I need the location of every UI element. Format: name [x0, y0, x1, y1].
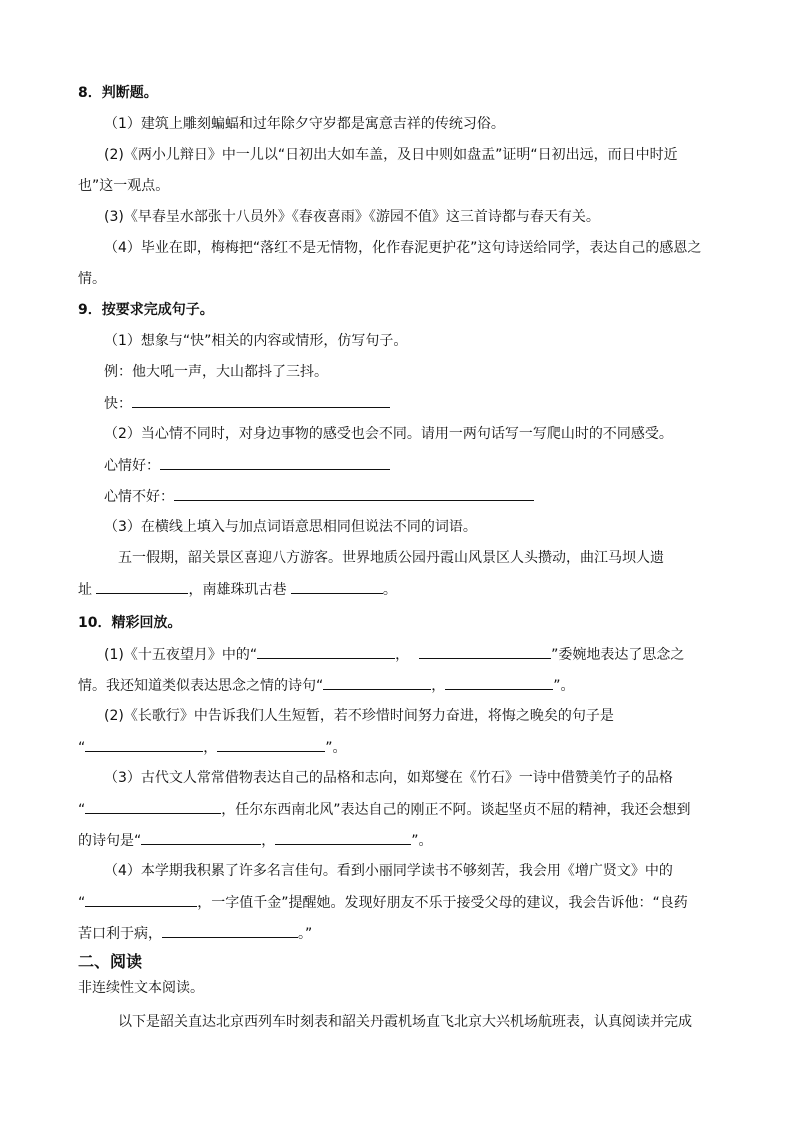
bad-mood-label: 心情不好：	[104, 489, 174, 505]
poem-blank-10[interactable]	[85, 892, 197, 907]
q9-item-3: （3）在横线上填入与加点词语意思相同但说法不同的词语。	[104, 519, 477, 535]
poem-blank-3[interactable]	[323, 675, 431, 690]
q9-item-2: （2）当心情不同时，对身边事物的感受也会不同。请用一两句话写一写爬山时的不同感受。	[104, 426, 673, 442]
comma: ，	[431, 678, 446, 694]
q9-example: 例：他大吼一声，大山都抖了三抖。	[104, 364, 328, 380]
poem-blank-1[interactable]	[257, 644, 395, 659]
q10-3-text-2: 的诗句是“	[78, 833, 142, 849]
comma: ，	[395, 647, 410, 663]
passage-text-end: 。	[382, 582, 397, 598]
q10-item-4b	[78, 892, 688, 912]
poem-blank-6[interactable]	[217, 737, 325, 752]
q10-item-2b	[78, 737, 347, 757]
q9-item-1: （1）想象与“快”相关的内容或情形，仿写句子。	[104, 333, 408, 349]
q10-4-text-2: 苦口利于病，	[78, 926, 162, 942]
passage-text-site: 址	[78, 582, 92, 598]
kuai-answer-blank[interactable]	[132, 393, 390, 408]
poem-blank-7[interactable]	[85, 799, 221, 814]
q10-item-4a: （4）本学期我积累了许多名言佳句。看到小丽同学读书不够刻苦，我会用《增广贤文》中的	[104, 863, 673, 879]
poem-blank-9[interactable]	[275, 830, 411, 845]
kuai-label: 快：	[104, 396, 132, 412]
q10-item-1a	[104, 644, 684, 664]
q8-item-2a: (2)《两小儿辩日》中一儿以“日初出大如车盖，及日中则如盘盂”证明“日初出远，而日中时近	[104, 147, 678, 163]
poem-blank-4[interactable]	[445, 675, 553, 690]
good-mood-answer-blank[interactable]	[160, 455, 390, 470]
quote-open: “	[78, 895, 86, 911]
quote-open: “	[78, 740, 86, 756]
quote-open: “	[78, 802, 86, 818]
quote-close: ”。	[411, 833, 433, 849]
q10-1-text: (1)《十五夜望月》中的“	[104, 647, 258, 663]
quote-close: ”。	[325, 740, 347, 756]
comma: ，	[261, 833, 276, 849]
quote-close: 。”	[298, 926, 313, 942]
q8-title: 8．判断题。	[78, 85, 158, 101]
q10-1-text-end: ”委婉地表达了思念之	[551, 647, 685, 663]
poem-blank-2[interactable]	[419, 644, 551, 659]
synonym-blank-2[interactable]	[291, 579, 383, 594]
q10-title: 10．精彩回放。	[78, 615, 182, 631]
q10-3-text: ，任尔东西南北风”表达自己的刚正不阿。谈起坚贞不屈的精神，我还会想到	[221, 802, 691, 818]
passage-text-nanxiong: ，南雄珠玑古巷	[188, 582, 287, 598]
q9-passage-line2	[78, 579, 397, 599]
q10-item-3a: （3）古代文人常常借物表达自己的品格和志向，如郑燮在《竹石》一诗中借赞美竹子的品格	[104, 770, 673, 786]
q10-1-text-2: 情。我还知道类似表达思念之情的诗句“	[78, 678, 324, 694]
good-mood-label: 心情好：	[104, 458, 160, 474]
section-2-heading: 二、阅读	[78, 952, 143, 971]
q8-item-4b: 情。	[78, 271, 106, 287]
q9-title: 9．按要求完成句子。	[78, 302, 214, 318]
section-2-subtitle: 非连续性文本阅读。	[78, 980, 204, 996]
q8-item-4a: （4）毕业在即，梅梅把“落红不是无情物，化作春泥更护花”这句诗送给同学，表达自己的感恩之	[104, 240, 702, 256]
section-2-intro: 以下是韶关直达北京西列车时刻表和韶关丹霞机场直飞北京大兴机场航班表，认真阅读并完成	[118, 1014, 692, 1030]
q8-item-1: （1）建筑上雕刻蝙蝠和过年除夕守岁都是寓意吉祥的传统习俗。	[104, 116, 505, 132]
quote-close: ”。	[553, 678, 575, 694]
poem-blank-5[interactable]	[85, 737, 203, 752]
q10-item-1b	[78, 675, 575, 695]
q10-item-3b	[78, 799, 691, 819]
poem-blank-11[interactable]	[162, 923, 298, 938]
q9-good-row	[104, 455, 390, 475]
q10-item-4c	[78, 923, 312, 943]
synonym-blank-1[interactable]	[96, 579, 188, 594]
q10-item-3c	[78, 830, 433, 850]
q10-item-2a: (2)《长歌行》中告诉我们人生短暂，若不珍惜时间努力奋进，将悔之晚矣的句子是	[104, 708, 614, 724]
q8-item-2b: 也”这一观点。	[78, 178, 170, 194]
q8-item-3: (3)《早春呈水部张十八员外》《春夜喜雨》《游园不值》这三首诗都与春天有关。	[104, 209, 600, 225]
q9-kuai-row	[104, 393, 390, 413]
poem-blank-8[interactable]	[141, 830, 261, 845]
q9-bad-row	[104, 486, 534, 506]
bad-mood-answer-blank[interactable]	[174, 486, 534, 501]
comma: ，	[203, 740, 218, 756]
q10-4-text: ，一字值千金”提醒她。发现好朋友不乐于接受父母的建议，我会告诉他：“良药	[197, 895, 688, 911]
q9-passage-line1: 五一假期，韶关景区喜迎八方游客。世界地质公园丹霞山风景区人头攒动，曲江马坝人遗	[118, 550, 664, 566]
